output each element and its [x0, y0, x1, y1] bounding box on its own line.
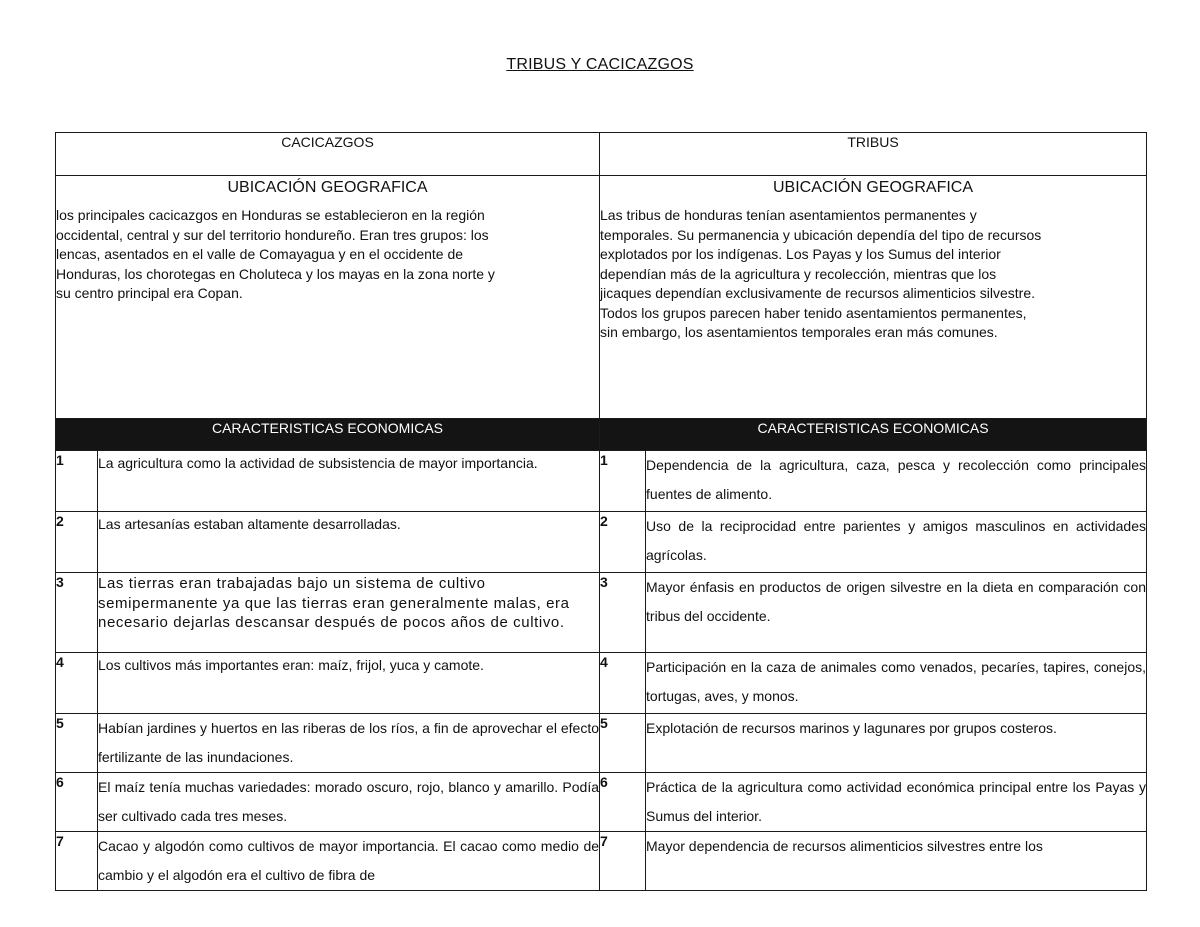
row-number: 4	[56, 653, 98, 714]
cacicazgos-feature: Las tierras eran trabajadas bajo un sistema de cultivo semipermanente ya que las tierras eran generalmente malas, era necesario dejarlas descansar después de pocos años de cultivo.	[98, 573, 600, 653]
geography-cell-tribus	[600, 176, 1147, 419]
geography-cell-cacicazgos	[56, 176, 600, 419]
row-number: 1	[600, 451, 646, 512]
geography-text-cacicazgos	[56, 206, 599, 304]
row-number: 3	[56, 573, 98, 653]
economics-row	[56, 714, 1147, 773]
tribus-feature: Mayor dependencia de recursos alimenticios silvestres entre los	[646, 832, 1147, 891]
row-number: 5	[600, 714, 646, 773]
row-number: 4	[600, 653, 646, 714]
cacicazgos-feature: Cacao y algodón como cultivos de mayor importancia. El cacao como medio de cambio y el algodón era el cultivo de fibra de	[98, 832, 600, 891]
row-number: 6	[56, 773, 98, 832]
column-header-row	[56, 133, 1147, 176]
economics-header-row	[56, 419, 1147, 451]
row-number: 2	[600, 512, 646, 573]
row-number: 2	[56, 512, 98, 573]
geography-title-cacicazgos: UBICACIÓN GEOGRAFICA	[227, 179, 428, 196]
economics-header-tribus: CARACTERISTICAS ECONOMICAS	[600, 419, 1147, 451]
geography-line: jicaques dependían exclusivamente de recursos alimenticios silvestre.	[600, 285, 1036, 301]
cacicazgos-feature: Habían jardines y huertos en las riberas de los ríos, a fin de aprovechar el efecto fertilizante de las inundaciones.	[98, 714, 600, 773]
geography-line: Todos los grupos parecen haber tenido asentamientos permanentes,	[600, 304, 1027, 321]
cacicazgos-feature: La agricultura como la actividad de subsistencia de mayor importancia.	[98, 451, 600, 512]
tribus-feature: Participación en la caza de animales como venados, pecaríes, tapires, conejos, tortugas, aves, y monos.	[646, 653, 1147, 714]
geography-line: Honduras, los chorotegas en Choluteca y los mayas en la zona norte y	[56, 265, 495, 282]
cacicazgos-feature: Los cultivos más importantes eran: maíz, frijol, yuca y camote.	[98, 653, 600, 714]
tribus-feature: Práctica de la agricultura como actividad económica principal entre los Payas y Sumus del interior.	[646, 773, 1147, 832]
row-number: 1	[56, 451, 98, 512]
tribus-feature: Mayor énfasis en productos de origen silvestre en la dieta en comparación con tribus del occidente.	[646, 573, 1147, 653]
row-number: 7	[600, 832, 646, 891]
geography-line: temporales. Su permanencia y ubicación dependía del tipo de recursos	[600, 226, 1042, 243]
document-title: TRIBUS Y CACICAZGOS	[506, 56, 694, 73]
row-number: 3	[600, 573, 646, 653]
geography-line: explotados por los indígenas. Los Payas y los Sumus del interior	[600, 246, 1001, 262]
geography-line: sin embargo, los asentamientos temporales eran más comunes.	[600, 324, 998, 340]
geography-line: lencas, asentados en el valle de Comayagua y en el occidente de	[56, 246, 464, 262]
economics-row	[56, 773, 1147, 832]
economics-row	[56, 512, 1147, 573]
economics-row	[56, 451, 1147, 512]
column-header-cacicazgos: CACICAZGOS	[56, 133, 600, 176]
row-number: 6	[600, 773, 646, 832]
economics-row	[56, 573, 1147, 653]
geography-line: Las tribus de honduras tenían asentamientos permanentes y	[600, 207, 977, 223]
economics-row	[56, 653, 1147, 714]
column-header-tribus: TRIBUS	[600, 133, 1147, 176]
row-number: 7	[56, 832, 98, 891]
geography-line: occidental, central y sur del territorio hondureño. Eran tres grupos: los	[56, 226, 489, 243]
economics-header-cacicazgos: CARACTERISTICAS ECONOMICAS	[56, 419, 600, 451]
economics-row	[56, 832, 1147, 891]
geography-text-tribus	[600, 206, 1146, 343]
comparison-table	[55, 132, 1147, 891]
geography-title-tribus: UBICACIÓN GEOGRAFICA	[773, 179, 974, 196]
geography-line: su centro principal era Copan.	[56, 285, 243, 301]
tribus-feature: Dependencia de la agricultura, caza, pesca y recolección como principales fuentes de alimento.	[646, 451, 1147, 512]
cacicazgos-feature: El maíz tenía muchas variedades: morado oscuro, rojo, blanco y amarillo. Podía ser cultivado cada tres meses.	[98, 773, 600, 832]
row-number: 5	[56, 714, 98, 773]
tribus-feature: Explotación de recursos marinos y lagunares por grupos costeros.	[646, 714, 1147, 773]
cacicazgos-feature: Las artesanías estaban altamente desarrolladas.	[98, 512, 600, 573]
geography-line: los principales cacicazgos en Honduras se establecieron en la región	[56, 207, 485, 223]
tribus-feature: Uso de la reciprocidad entre parientes y amigos masculinos en actividades agrícolas.	[646, 512, 1147, 573]
geography-row	[56, 176, 1147, 419]
geography-line: dependían más de la agricultura y recolección, mientras que los	[600, 265, 997, 282]
